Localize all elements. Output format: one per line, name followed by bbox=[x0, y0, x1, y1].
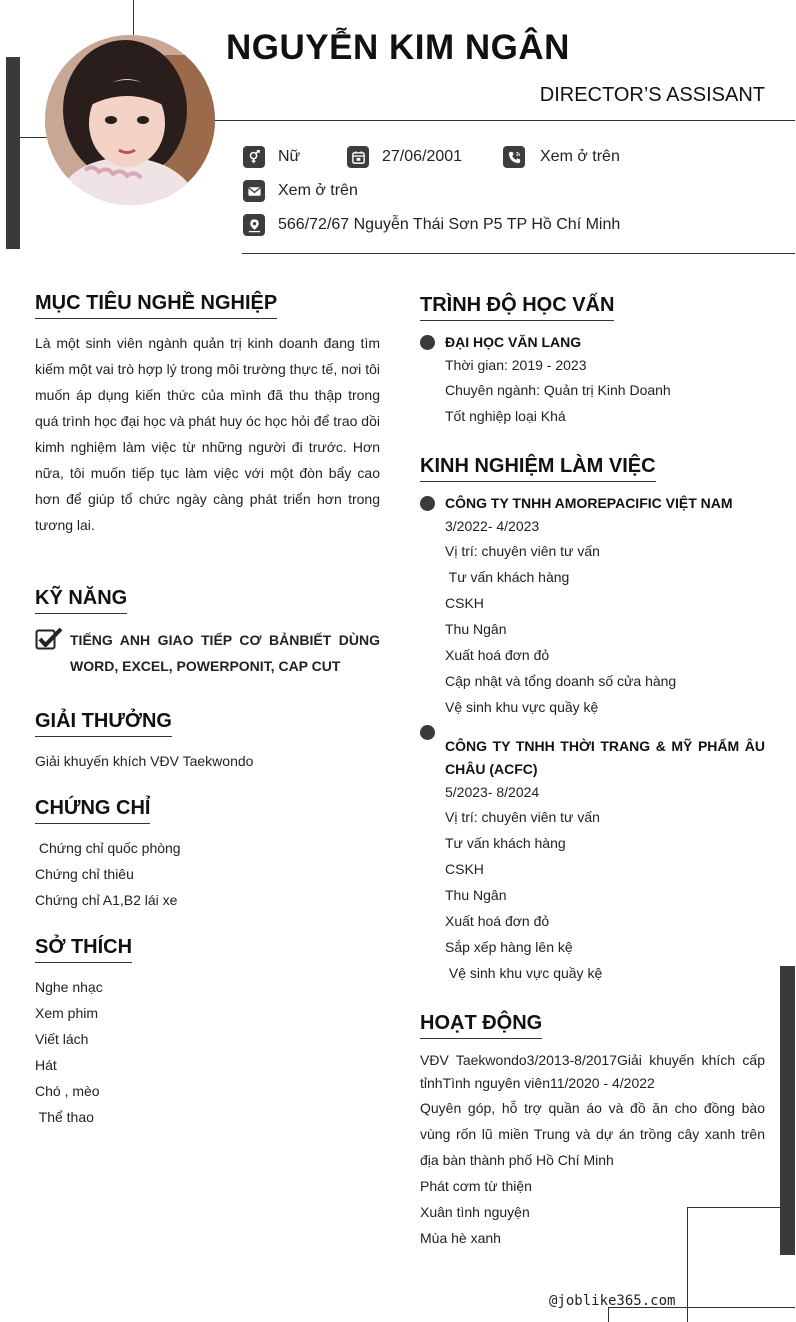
activity-line: Xuân tình nguyện bbox=[420, 1204, 530, 1220]
activity-line: Mùa hè xanh bbox=[420, 1230, 501, 1246]
job-period: 5/2023- 8/2024 bbox=[445, 784, 540, 800]
gender-value: Nữ bbox=[278, 148, 301, 165]
timeline-dot bbox=[420, 496, 435, 511]
company-name: CÔNG TY TNHH AMOREPACIFIC VIỆT NAM bbox=[445, 495, 733, 511]
job-line: Thu Ngân bbox=[445, 887, 507, 903]
skill-item bbox=[35, 627, 380, 679]
job-line: Tư vấn khách hàng bbox=[445, 569, 570, 585]
activity-line: Phát cơm từ thiện bbox=[420, 1178, 532, 1194]
left-accent-bar bbox=[6, 57, 20, 249]
school-name: ĐẠI HỌC VĂN LANG bbox=[445, 334, 582, 350]
right-accent-bar bbox=[780, 966, 795, 1255]
section-title-certificates: CHỨNG CHỈ bbox=[35, 797, 150, 824]
header-top-vertical-line bbox=[133, 0, 134, 36]
education-line: Tốt nghiệp loại Khá bbox=[445, 408, 566, 424]
section-title-hobbies: SỞ THÍCH bbox=[35, 936, 132, 963]
activity-intro: VĐV Taekwondo3/2013-8/2017Giải khuyến khích cấp tỉnhTình nguyên viên11/2020 - 4/2022 bbox=[420, 1052, 765, 1091]
award-item: Giải khuyến khích VĐV Taekwondo bbox=[35, 753, 254, 769]
certificate-item: Chứng chỉ thiêu bbox=[35, 866, 134, 882]
section-title-skills: KỸ NĂNG bbox=[35, 587, 127, 614]
education-line: Chuyên ngành: Quản trị Kinh Doanh bbox=[445, 382, 671, 398]
experience-entry bbox=[445, 735, 765, 986]
certificates-list bbox=[35, 835, 181, 913]
candidate-name: NGUYỄN KIM NGÂN bbox=[226, 28, 570, 67]
hobby-item: Viết lách bbox=[35, 1031, 89, 1047]
checkbox-checked-icon bbox=[35, 627, 63, 651]
avatar-portrait bbox=[45, 35, 215, 205]
certificate-item: Chứng chỉ quốc phòng bbox=[35, 840, 181, 856]
timeline-dot bbox=[420, 725, 435, 740]
address-value: 566/72/67 Nguyễn Thái Sơn P5 TP Hồ Chí Minh bbox=[278, 216, 621, 233]
job-line: Tư vấn khách hàng bbox=[445, 835, 566, 851]
education-line: Thời gian: 2019 - 2023 bbox=[445, 357, 587, 373]
job-line: CSKH bbox=[445, 861, 484, 877]
hobbies-list bbox=[35, 974, 103, 1130]
skill-text: TIẾNG ANH GIAO TIẾP CƠ BẢNBIẾT DÙNG WORD, EXCEL, POWERPONIT, CAP CUT bbox=[70, 632, 380, 674]
certificate-item: Chứng chỉ A1,B2 lái xe bbox=[35, 892, 178, 908]
job-line: Thu Ngân bbox=[445, 621, 507, 637]
section-title-experience: KINH NGHIỆM LÀM VIỆC bbox=[420, 455, 656, 482]
objective-text: Là một sinh viên ngành quản trị kinh doanh đang tìm kiếm một vai trò hợp lý trong môi trường thực tế, nơi tôi muốn áp dụng kiến thức của mình đã thu thập trong quá trình học đại học và phát huy óc học hỏi để trao dồi kimh nghiệm làm việc từ những người đi trước. Hơn nữa, tôi muốn tiếp tục làm việc với một đòn bẩy cao hơn để giúp tổ chức ngày càng phát triển hơn trong tương lai. bbox=[35, 335, 380, 533]
email-value: Xem ở trên bbox=[278, 182, 358, 199]
hobby-item: Nghe nhạc bbox=[35, 979, 103, 995]
job-line: Sắp xếp hàng lên kệ bbox=[445, 939, 573, 955]
job-line: Vệ sinh khu vực quầy kệ bbox=[445, 699, 599, 715]
hobby-item: Xem phim bbox=[35, 1005, 99, 1021]
awards-list bbox=[35, 748, 253, 774]
job-line: Vị trí: chuyên viên tư vấn bbox=[445, 809, 600, 825]
timeline-dot bbox=[420, 335, 435, 350]
job-line: Vị trí: chuyên viên tư vấn bbox=[445, 543, 600, 559]
job-line: Xuất hoá đơn đỏ bbox=[445, 913, 550, 929]
contact-address bbox=[243, 214, 620, 236]
phone-value: Xem ở trên bbox=[540, 148, 620, 165]
experience-entry bbox=[445, 492, 765, 720]
header-divider bbox=[215, 120, 795, 121]
gender-icon bbox=[243, 146, 265, 168]
contact-email bbox=[243, 180, 358, 202]
footer-frame-tick bbox=[608, 1307, 609, 1322]
company-name: CÔNG TY TNHH THỜI TRANG & MỸ PHẨM ÂU CHÂU (ACFC) bbox=[445, 738, 765, 777]
birthday-value: 27/06/2001 bbox=[382, 148, 463, 165]
job-line: Xuất hoá đơn đỏ bbox=[445, 647, 550, 663]
contact-birthday bbox=[347, 146, 462, 168]
location-pin-icon bbox=[243, 214, 265, 236]
mail-icon bbox=[243, 180, 265, 202]
job-line: Vệ sinh khu vực quầy kệ bbox=[445, 965, 603, 981]
contact-phone bbox=[503, 146, 620, 168]
job-title: DIRECTOR’S ASSISANT bbox=[539, 84, 765, 106]
section-title-objective: MỤC TIÊU NGHỀ NGHIỆP bbox=[35, 292, 277, 319]
education-entry bbox=[445, 331, 765, 429]
hobby-item: Hát bbox=[35, 1057, 57, 1073]
phone-icon bbox=[503, 146, 525, 168]
contact-gender bbox=[243, 146, 300, 168]
avatar bbox=[45, 35, 215, 205]
footer-watermark: @joblike365.com bbox=[549, 1293, 676, 1309]
job-period: 3/2022- 4/2023 bbox=[445, 518, 540, 534]
activity-line: Quyên góp, hỗ trợ quần áo và đồ ăn cho đồng bào vùng rốn lũ miền Trung và dự án trồng cây xanh trên địa bàn thành phố Hồ Chí Minh bbox=[420, 1100, 765, 1168]
job-line: Cập nhật và tổng doanh số cửa hàng bbox=[445, 673, 677, 689]
hobby-item: Chó , mèo bbox=[35, 1083, 100, 1099]
contact-divider bbox=[242, 253, 795, 254]
activities-block bbox=[420, 1049, 765, 1251]
section-title-activities: HOẠT ĐỘNG bbox=[420, 1012, 542, 1039]
hobby-item: Thể thao bbox=[35, 1109, 94, 1125]
calendar-icon bbox=[347, 146, 369, 168]
header-left-horizontal-line bbox=[20, 137, 48, 138]
section-title-awards: GIẢI THƯỞNG bbox=[35, 710, 172, 737]
job-line: CSKH bbox=[445, 595, 484, 611]
section-title-education: TRÌNH ĐỘ HỌC VẤN bbox=[420, 294, 614, 321]
